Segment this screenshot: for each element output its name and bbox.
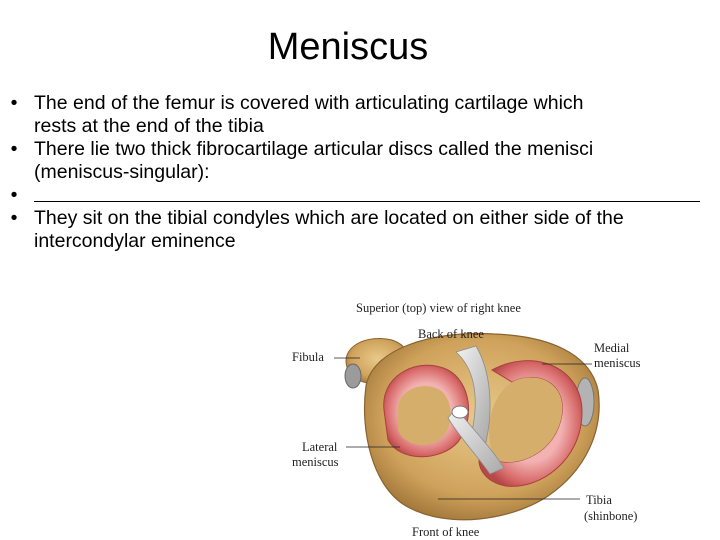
bullet-item bbox=[4, 92, 710, 138]
figure-caption: Superior (top) view of right knee bbox=[356, 301, 521, 315]
bullet-text-line: They sit on the tibial condyles which are located on either side of the bbox=[34, 207, 624, 229]
bullet-text-line: intercondylar eminence bbox=[34, 230, 236, 252]
bullet-marker: • bbox=[10, 207, 18, 229]
fibula-label: Fibula bbox=[292, 350, 324, 364]
bullet-marker: • bbox=[10, 184, 18, 206]
bullet-text-line: The end of the femur is covered with articulating cartilage which bbox=[34, 92, 584, 114]
fibula-cap-shape bbox=[345, 364, 361, 388]
bullet-list bbox=[4, 92, 710, 253]
bullet-text-line: (meniscus-singular): bbox=[34, 161, 210, 183]
medial-meniscus-label-line1: Medial bbox=[594, 341, 630, 355]
lateral-meniscus-label-line2: meniscus bbox=[292, 455, 339, 469]
bullet-marker: • bbox=[10, 92, 18, 114]
lateral-meniscus-label-line1: Lateral bbox=[302, 440, 338, 454]
bullet-text-line: rests at the end of the tibia bbox=[34, 115, 264, 137]
fill-in-blank-line bbox=[34, 184, 700, 202]
bullet-item bbox=[4, 138, 710, 184]
tibia-label-line2: (shinbone) bbox=[584, 509, 638, 523]
back-of-knee-label: Back of knee bbox=[418, 327, 484, 341]
bullet-marker: • bbox=[10, 138, 18, 160]
medial-meniscus-label-line2: meniscus bbox=[594, 356, 641, 370]
knee-illustration bbox=[280, 290, 660, 540]
knee-meniscus-figure bbox=[280, 290, 660, 540]
ligament-cross-section bbox=[452, 406, 468, 418]
lateral-condyle-surface bbox=[398, 386, 451, 445]
bullet-text-line: There lie two thick fibrocartilage articular discs called the menisci bbox=[34, 138, 594, 160]
front-of-knee-label: Front of knee bbox=[412, 525, 480, 539]
tibia-label-line1: Tibia bbox=[586, 493, 612, 507]
bullet-item bbox=[4, 184, 710, 207]
slide-title: Meniscus bbox=[267, 26, 429, 68]
bullet-item bbox=[4, 207, 710, 253]
